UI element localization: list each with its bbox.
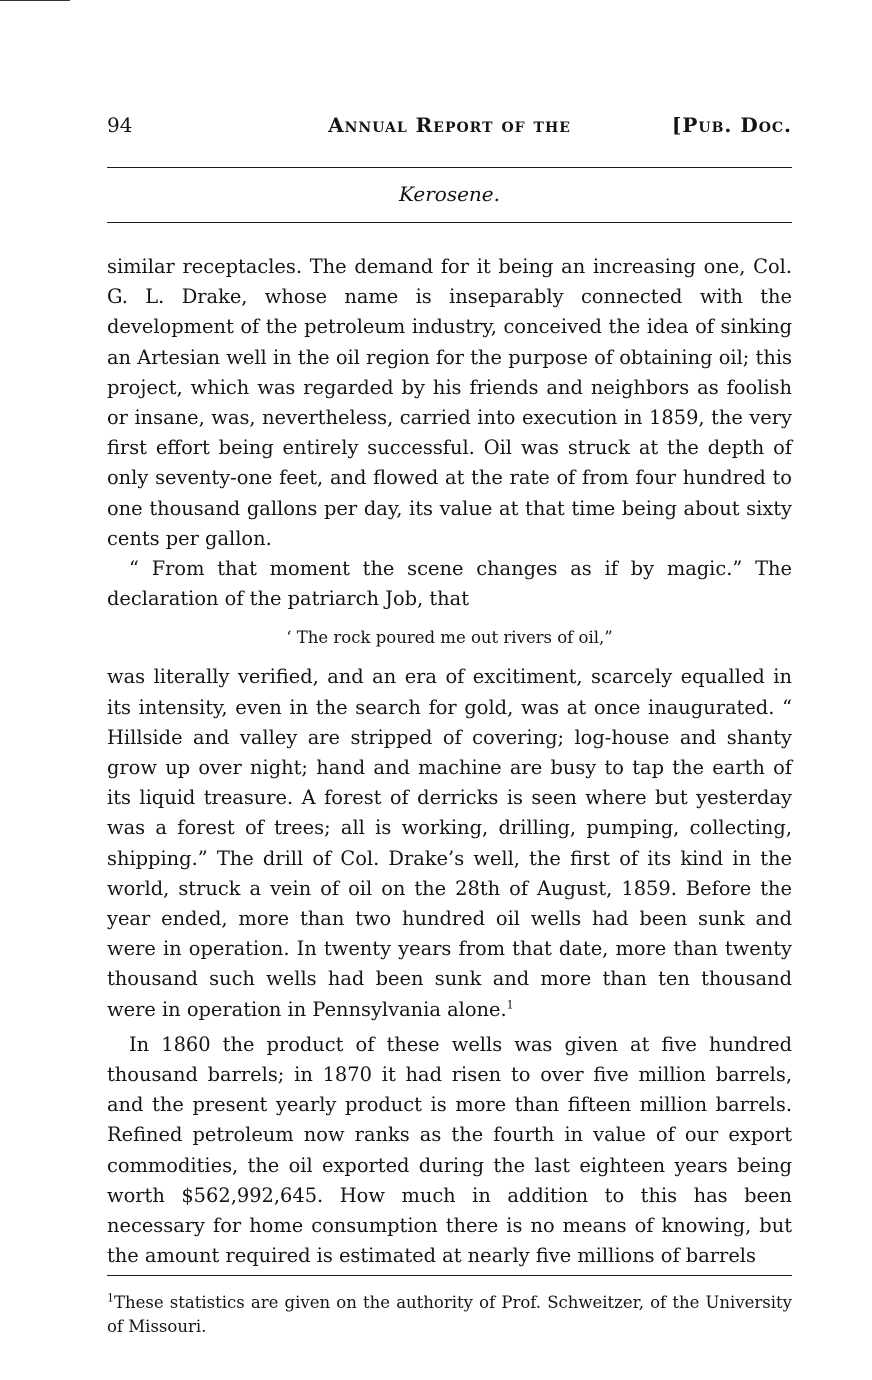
top-edge-line — [0, 0, 70, 1]
paragraph-1: similar receptacles. The demand for it being an increasing one, Col. G. L. Drake, whose name is inseparably connected with the development of the petroleum industry, conceived the idea of sinking an Artesian well in the oil region for the purpose of obtaining oil; this project, which was regarded by his friends and neighbors as foolish or insane, was, nevertheless, carried into execution in 1859, the very first effort being entirely successful. Oil was struck at the depth of only seventy-one feet, and flowed at the rate of from four hundred to one thousand gallons per day, its value at that time being about sixty cents per gallon. — [107, 255, 792, 550]
page-header — [107, 113, 792, 143]
footnote-marker: 1 — [107, 1291, 114, 1305]
paragraph-2: “ From that moment the scene changes as if by magic.” The declaration of the patriarch Job, that — [107, 557, 792, 611]
running-title: Annual Report of the — [328, 113, 571, 137]
paragraph-3-text: was literally verified, and an era of excitiment, scarcely equalled in its intensity, even in the search for gold, was at once inaugurated. “ Hillside and valley are stripped of covering; log-house and shanty grow up over night; hand and machine are busy to tap the earth of its liquid treasure. A forest of derricks is seen where but yesterday was a forest of trees; all is working, drilling, pumping, collecting, shipping.” The drill of Col. Drake’s well, the first of its kind in the world, struck a vein of oil on the 28th of August, 1859. Before the year ended, more than two hundred oil wells had been sunk and were in operation. In twenty years from that date, more than twenty thousand such wells had been sunk and more than ten thousand were in operation in Pennsylvania alone. — [107, 665, 792, 1021]
page-number: 94 — [107, 113, 133, 137]
header-rule — [107, 167, 792, 168]
paragraph-3 — [107, 662, 792, 1024]
footnote-text: These statistics are given on the authority of Prof. Schweitzer, of the University of Missouri. — [107, 1293, 792, 1336]
footnote-rule — [107, 1275, 792, 1276]
paragraph-4: In 1860 the product of these wells was given at five hundred thousand barrels; in 1870 it had risen to over five million barrels, and the present yearly product is more than fifteen million barrels. Refined petroleum now ranks as the fourth in value of our export commodities, the oil exported during the last eighteen years being worth $562,992,645. How much in addition to this has been necessary for home consumption there is no means of knowing, but the amount required is estimated at nearly five millions of barrels — [107, 1032, 792, 1268]
document-label: [Pub. Doc. — [671, 113, 792, 137]
footnote-reference: 1 — [506, 998, 514, 1012]
body-text — [107, 252, 792, 1272]
footnote — [107, 1291, 792, 1339]
subject-rule — [107, 222, 792, 223]
section-subject: Kerosene. — [398, 182, 500, 206]
block-quote: ‘ The rock poured me out rivers of oil,” — [286, 628, 613, 648]
